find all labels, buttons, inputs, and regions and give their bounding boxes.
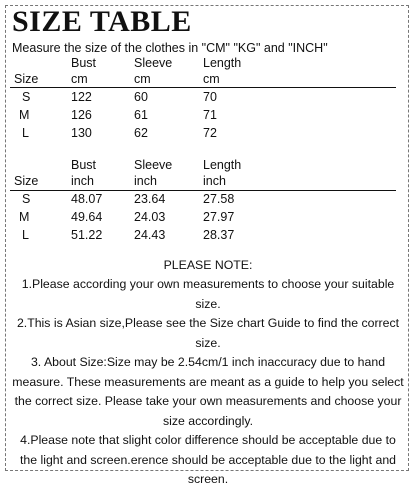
table-cell: 48.07 [71,192,103,206]
inch-table-divider [10,190,396,191]
measurement-subtitle: Measure the size of the clothes in "CM" "KG" and "INCH" [12,41,328,55]
column-header: Sleeve [134,158,173,172]
table-row [14,226,263,244]
table-cell: 62 [134,126,148,140]
table-row [14,88,263,106]
table-cell: L [22,228,29,242]
table-header-row [14,158,263,174]
table-row [14,106,263,124]
note-item: 3. About Size:Size may be 2.54cm/1 inch inaccuracy due to hand measure. These measurements are meant as a guide to help you select the correct size. Please take your own measurements and choose your size accordingly. [12,355,404,428]
table-cell: 130 [71,126,92,140]
column-unit: cm [203,72,220,86]
cm-size-table [14,56,263,142]
column-header: Length [203,56,242,70]
note-item: 4.Please note that slight color difference should be acceptable due to the light and screen.erence should be acceptable due to the light and screen. [19,433,396,486]
table-cell: 49.64 [71,210,103,224]
table-cell: 27.97 [203,210,235,224]
column-header [14,56,71,72]
notes-section [12,255,404,490]
table-cell: 28.37 [203,228,235,242]
column-header: Bust [71,56,97,70]
table-cell: 71 [203,108,217,122]
column-unit: cm [134,72,151,86]
table-cell: 70 [203,90,217,104]
note-item: 1.Please according your own measurements to choose your suitable size. [21,277,395,311]
table-cell: 60 [134,90,148,104]
column-unit: Size [14,72,39,86]
column-unit: Size [14,174,39,188]
table-unit-row [14,174,263,190]
column-header: Sleeve [134,56,173,70]
table-cell: S [22,90,31,104]
table-cell: 24.03 [134,210,166,224]
table-cell: L [22,126,29,140]
table-cell: M [19,108,30,122]
table-row [14,190,263,208]
table-cell: S [22,192,31,206]
table-unit-row [14,72,263,88]
table-row [14,208,263,226]
cm-table-divider [10,87,396,88]
table-cell: 72 [203,126,217,140]
table-cell: 122 [71,90,92,104]
table-cell: 23.64 [134,192,166,206]
column-unit: inch [71,174,94,188]
note-item: 2.This is Asian size,Please see the Size chart Guide to find the correct size. [16,316,400,350]
column-unit: cm [71,72,88,86]
table-cell: 51.22 [71,228,103,242]
table-cell: 126 [71,108,92,122]
table-header-row [14,56,263,72]
inch-size-table [14,158,263,244]
column-unit: inch [134,174,157,188]
table-cell: 61 [134,108,148,122]
table-cell: M [19,210,30,224]
column-header: Bust [71,158,97,172]
column-header [14,158,71,174]
table-row [14,124,263,142]
page-title: SIZE TABLE [12,5,192,38]
table-cell: 27.58 [203,192,235,206]
column-header: Length [203,158,242,172]
column-unit: inch [203,174,226,188]
table-cell: 24.43 [134,228,166,242]
notes-heading: PLEASE NOTE: [163,258,253,272]
